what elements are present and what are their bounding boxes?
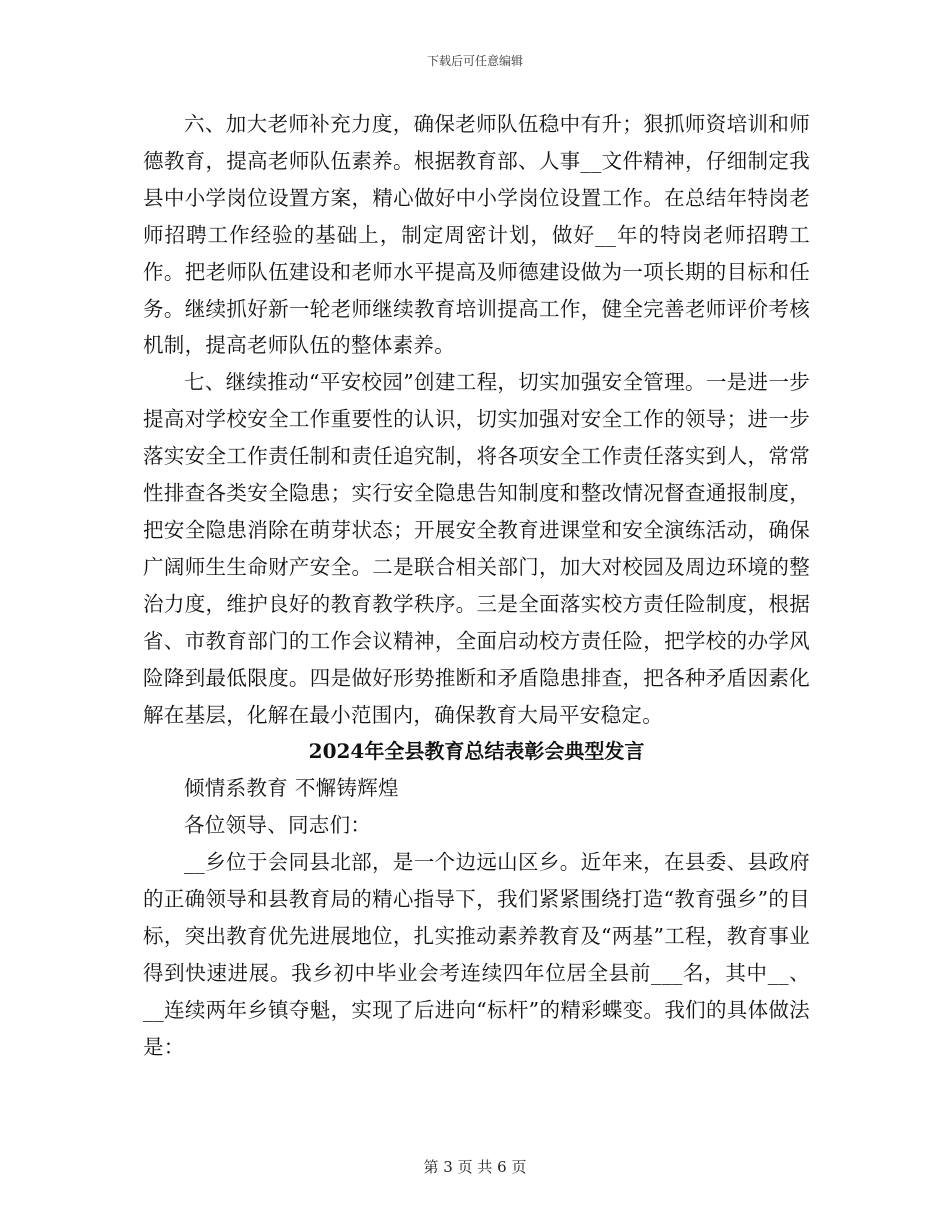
page-header: 下载后可任意编辑: [426, 54, 523, 68]
section-title: 2024年全县教育总结表彰会典型发言: [308, 739, 645, 764]
document-body: [143, 106, 810, 1066]
paragraph-item-6: 六、加大老师补充力度，确保老师队伍稳中有升；狠抓师资培训和师德教育，提高老师队伍素养。根据教育部、人事__文件精神，仔细制定我县中小学岗位设置方案，精心做好中小学岗位设置工作。在总结年特岗老师招聘工作经验的基础上，制定周密计划，做好__年的特岗老师招聘工作。把老师队伍建设和老师水平提高及师德建设做为一项长期的目标和任务。继续抓好新一轮老师继续教育培训提高工作，健全完善老师评价考核机制，提高老师队伍的整体素养。: [143, 112, 810, 358]
page-footer: 第 3 页 共 6 页: [423, 1158, 527, 1176]
intro-paragraph: __乡位于会同县北部，是一个边远山区乡。近年来，在县委、县政府的正确领导和县教育局的精心指导下，我们紧紧围绕打造“教育强乡”的目标，突出教育优先进展地位，扎实推动素养教育及“两基”工程，教育事业得到快速进展。我乡初中毕业会考连续四年位居全县前___名，其中__、__连续两年乡镇夺魁，实现了后进向“标杆”的精彩蝶变。我们的具体做法是：: [143, 850, 810, 1059]
speech-subtitle: 倾情系教育 不懈铸辉煌: [184, 776, 399, 801]
paragraph-item-7: 七、继续推动“平安校园”创建工程，切实加强安全管理。一是进一步提高对学校安全工作重要性的认识，切实加强对安全工作的领导；进一步落实安全工作责任制和责任追究制，将各项安全工作责任落实到人，常常性排查各类安全隐患；实行安全隐患告知制度和整改情况督查通报制度，把安全隐患消除在萌芽状态；开展安全教育进课堂和安全演练活动，确保广阔师生生命财产安全。二是联合相关部门，加大对校园及周边环境的整治力度，维护良好的教育教学秩序。三是全面落实校方责任险制度，根据省、市教育部门的工作会议精神，全面启动校方责任险，把学校的办学风险降到最低限度。四是做好形势推断和矛盾隐患排查，把各种矛盾因素化解在基层，化解在最小范围内，确保教育大局平安稳定。: [143, 370, 810, 727]
greeting: 各位领导、同志们：: [184, 813, 372, 838]
